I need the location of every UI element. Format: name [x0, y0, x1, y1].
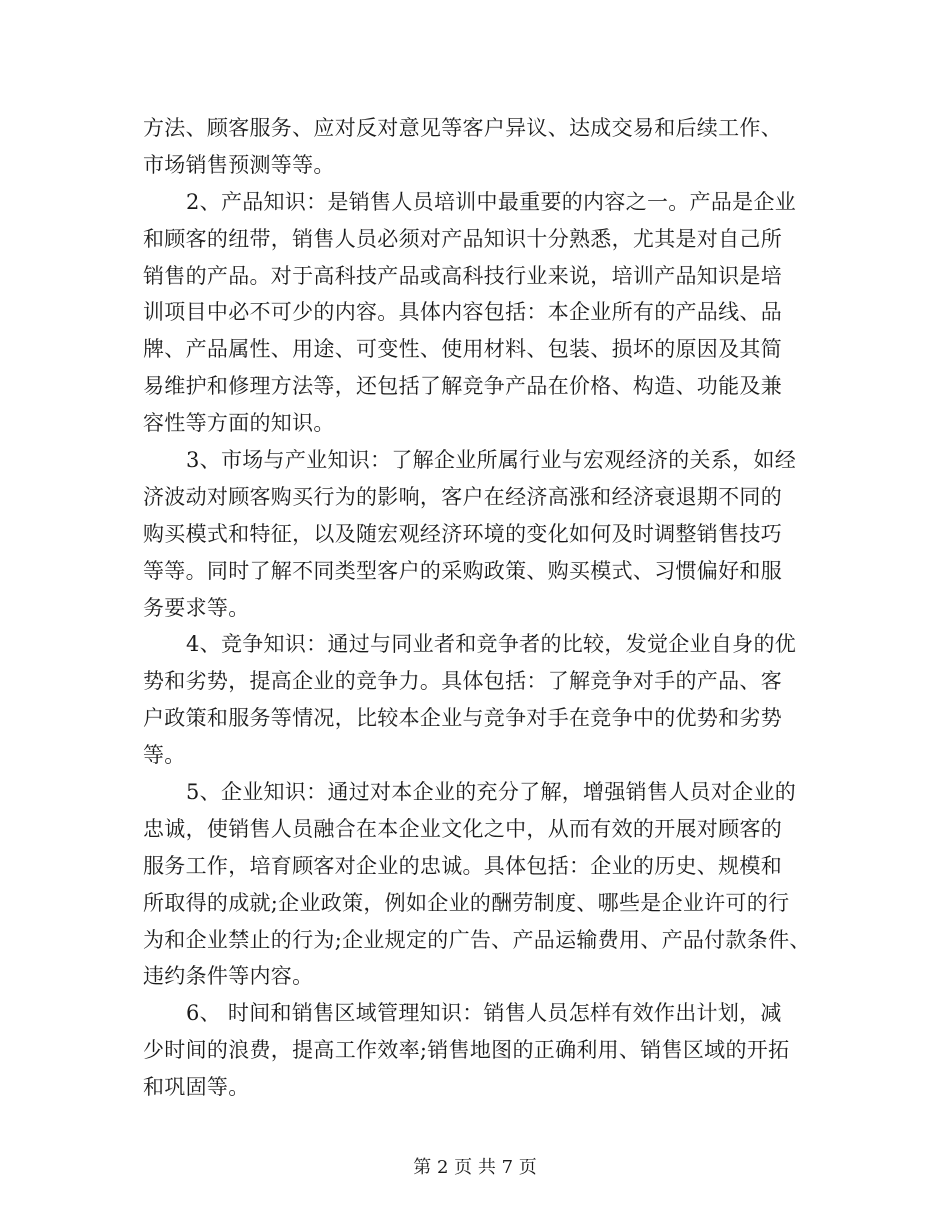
text-line: 市场销售预测等等。: [143, 152, 335, 177]
text-line: 服务工作，培育顾客对企业的忠诚。具体包括：企业的历史、规模和: [143, 853, 782, 878]
text-line: 所取得的成就;企业政策，例如企业的酬劳制度、哪些是企业许可的行: [143, 890, 790, 915]
text-line: 济波动对顾客购买行为的影响，客户在经济高涨和经济衰退期不同的: [143, 484, 782, 509]
text-line: 购买模式和特征，以及随宏观经济环境的变化如何及时调整销售技巧: [143, 521, 782, 546]
text-line: 牌、产品属性、用途、可变性、使用材料、包装、损坏的原因及其简: [143, 337, 782, 362]
paragraph-start-line: 2、产品知识：是销售人员培训中最重要的内容之一。产品是企业: [186, 189, 797, 214]
paragraph-start-line: 6、 时间和销售区域管理知识：销售人员怎样有效作出计划，减: [186, 1001, 782, 1026]
text-line: 训项目中必不可少的内容。具体内容包括：本企业所有的产品线、品: [143, 300, 782, 325]
text-line: 为和企业禁止的行为;企业规定的广告、产品运输费用、产品付款条件、: [143, 927, 811, 952]
text-line: 违约条件等内容。: [143, 964, 314, 989]
page-number-footer: 第 2 页 共 7 页: [413, 1157, 537, 1178]
text-line: 和顾客的纽带，销售人员必须对产品知识十分熟悉，尤其是对自己所: [143, 226, 782, 251]
text-line: 销售的产品。对于高科技产品或高科技行业来说，培训产品知识是培: [143, 263, 782, 288]
text-line: 等等。同时了解不同类型客户的采购政策、购买模式、习惯偏好和服: [143, 558, 782, 583]
paragraph-start-line: 4、竞争知识：通过与同业者和竞争者的比较，发觉企业自身的优: [186, 632, 797, 657]
text-line: 势和劣势，提高企业的竞争力。具体包括：了解竞争对手的产品、客: [143, 669, 782, 694]
text-line: 户政策和服务等情况，比较本企业与竞争对手在竞争中的优势和劣势: [143, 706, 782, 731]
text-line: 忠诚，使销售人员融合在本企业文化之中，从而有效的开展对顾客的: [143, 816, 782, 841]
text-line: 少时间的浪费，提高工作效率;销售地图的正确利用、销售区域的开拓: [143, 1038, 790, 1063]
text-line: 等。: [143, 743, 186, 768]
text-line: 和巩固等。: [143, 1075, 250, 1100]
paragraph-start-line: 5、企业知识：通过对本企业的充分了解，增强销售人员对企业的: [186, 780, 797, 805]
paragraph-start-line: 3、市场与产业知识：了解企业所属行业与宏观经济的关系，如经: [186, 448, 797, 473]
document-body: [143, 110, 823, 1106]
text-line: 方法、顾客服务、应对反对意见等客户异议、达成交易和后续工作、: [143, 116, 782, 140]
text-line: 易维护和修理方法等，还包括了解竞争产品在价格、构造、功能及兼: [143, 374, 782, 399]
text-line: 容性等方面的知识。: [143, 411, 335, 436]
text-line: 务要求等。: [143, 595, 250, 620]
